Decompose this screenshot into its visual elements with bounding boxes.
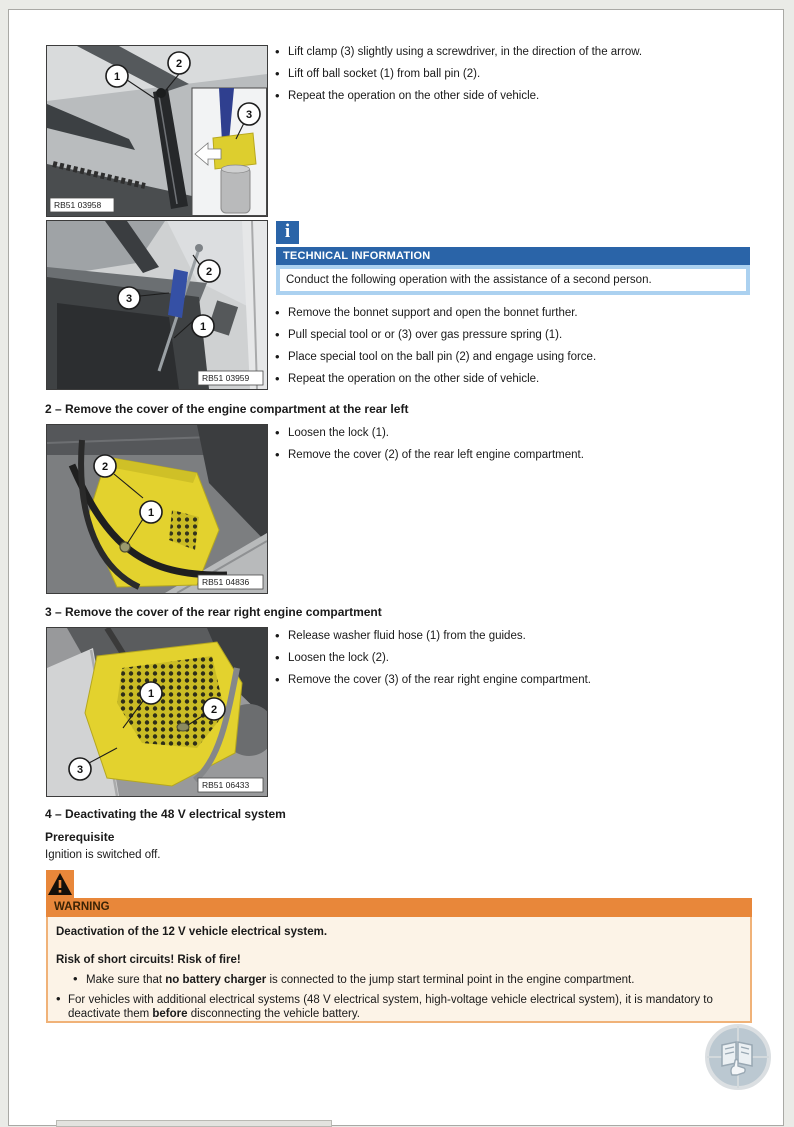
callout-3-number: 3: [125, 293, 133, 305]
figure-bonnet-support: [46, 220, 266, 390]
callout-3-number: 3: [76, 764, 84, 776]
warning-bullet-2-pre: For vehicles with additional electrical systems (48 V electrical system, high-voltage vehicle electrical system), it is mandatory to deactivate them: [68, 994, 713, 1020]
step1-bottom-bullets: [273, 307, 751, 395]
step4-title: 4 – Deactivating the 48 V electrical system: [45, 807, 286, 821]
prerequisite-text: Ignition is switched off.: [45, 849, 161, 861]
figure-photo: [46, 220, 268, 390]
info-icon: i: [276, 221, 299, 244]
info-body: [276, 265, 750, 295]
warning-bullet-1-bold: no battery charger: [165, 974, 267, 986]
callout-1-number: 1: [147, 688, 155, 700]
document-page: [8, 9, 784, 1126]
info-title: TECHNICAL INFORMATION: [276, 247, 750, 265]
callout-2-number: 2: [175, 58, 183, 70]
bullet-item: • Repeat the operation on the other side of vehicle.: [273, 373, 751, 387]
figure-rear-left-cover: [46, 424, 266, 594]
warning-bullet-1: [56, 973, 740, 987]
bullet-item: • Remove the cover (2) of the rear left engine compartment.: [273, 449, 751, 463]
bullet-item: • Place special tool on the ball pin (2) and engage using force.: [273, 351, 751, 365]
callout-1-number: 1: [199, 321, 207, 333]
warning-heading-1: Deactivation of the 12 V vehicle electrical system.: [56, 926, 328, 938]
callout-1-number: 1: [147, 507, 155, 519]
callout-2-number: 2: [210, 704, 218, 716]
warning-triangle-icon: [46, 870, 74, 898]
figure-id-label: RB51 04836: [202, 577, 250, 587]
figure-photo: [46, 424, 268, 594]
callout-2-number: 2: [205, 266, 213, 278]
bullet-item: • Repeat the operation on the other side of vehicle.: [273, 90, 751, 104]
bullet-item: • Lift clamp (3) slightly using a screwdriver, in the direction of the arrow.: [273, 46, 751, 60]
warning-icon: [46, 870, 74, 898]
figure-id-label: RB51 03959: [202, 373, 250, 383]
warning-bullet-2-post: disconnecting the vehicle battery.: [187, 1008, 360, 1020]
warning-bullet-1-post: is connected to the jump start terminal point in the engine compartment.: [266, 974, 635, 986]
bullet-item: • Release washer fluid hose (1) from the guides.: [273, 630, 751, 644]
figure-photo: [46, 627, 268, 797]
figure-id-label: RB51 06433: [202, 780, 250, 790]
figure-bonnet-clamp: [46, 45, 266, 217]
bullet-item: • Loosen the lock (2).: [273, 652, 751, 666]
bullet-item: • Loosen the lock (1).: [273, 427, 751, 441]
warning-bullet-2-bold: before: [152, 1008, 188, 1020]
bullet-item: • Lift off ball socket (1) from ball pin (2).: [273, 68, 751, 82]
callout-2-number: 2: [101, 461, 109, 473]
prerequisite-label: Prerequisite: [45, 830, 115, 844]
warning-body: [46, 917, 752, 1023]
info-text: Conduct the following operation with the assistance of a second person.: [280, 269, 746, 291]
figure-id-label: RB51 03958: [54, 200, 102, 210]
figure-rear-right-cover: [46, 627, 266, 797]
figure-photo: [46, 45, 268, 217]
bullet-item: • Remove the cover (3) of the rear right engine compartment.: [273, 674, 751, 688]
technical-information-box: [276, 221, 750, 295]
step3-title: 3 – Remove the cover of the rear right engine compartment: [45, 605, 382, 619]
callout-1-number: 1: [113, 71, 121, 83]
bullet-item: • Remove the bonnet support and open the bonnet further.: [273, 307, 751, 321]
warning-title: WARNING: [46, 898, 752, 917]
bullet-item: • Pull special tool or or (3) over gas pressure spring (1).: [273, 329, 751, 343]
callout-3-number: 3: [245, 109, 253, 121]
step1-top-bullets: [273, 46, 751, 112]
warning-bullet-1-pre: Make sure that: [86, 974, 166, 986]
open-book-hand-icon: [704, 1023, 772, 1091]
step2-title: 2 – Remove the cover of the engine compartment at the rear left: [45, 402, 409, 416]
step2-bullets: [273, 427, 751, 471]
warning-heading-2: Risk of short circuits! Risk of fire!: [56, 954, 241, 966]
warning-bullet-2: [56, 993, 740, 1021]
reader-widget-button[interactable]: [704, 1023, 772, 1091]
step3-bullets: [273, 630, 751, 696]
